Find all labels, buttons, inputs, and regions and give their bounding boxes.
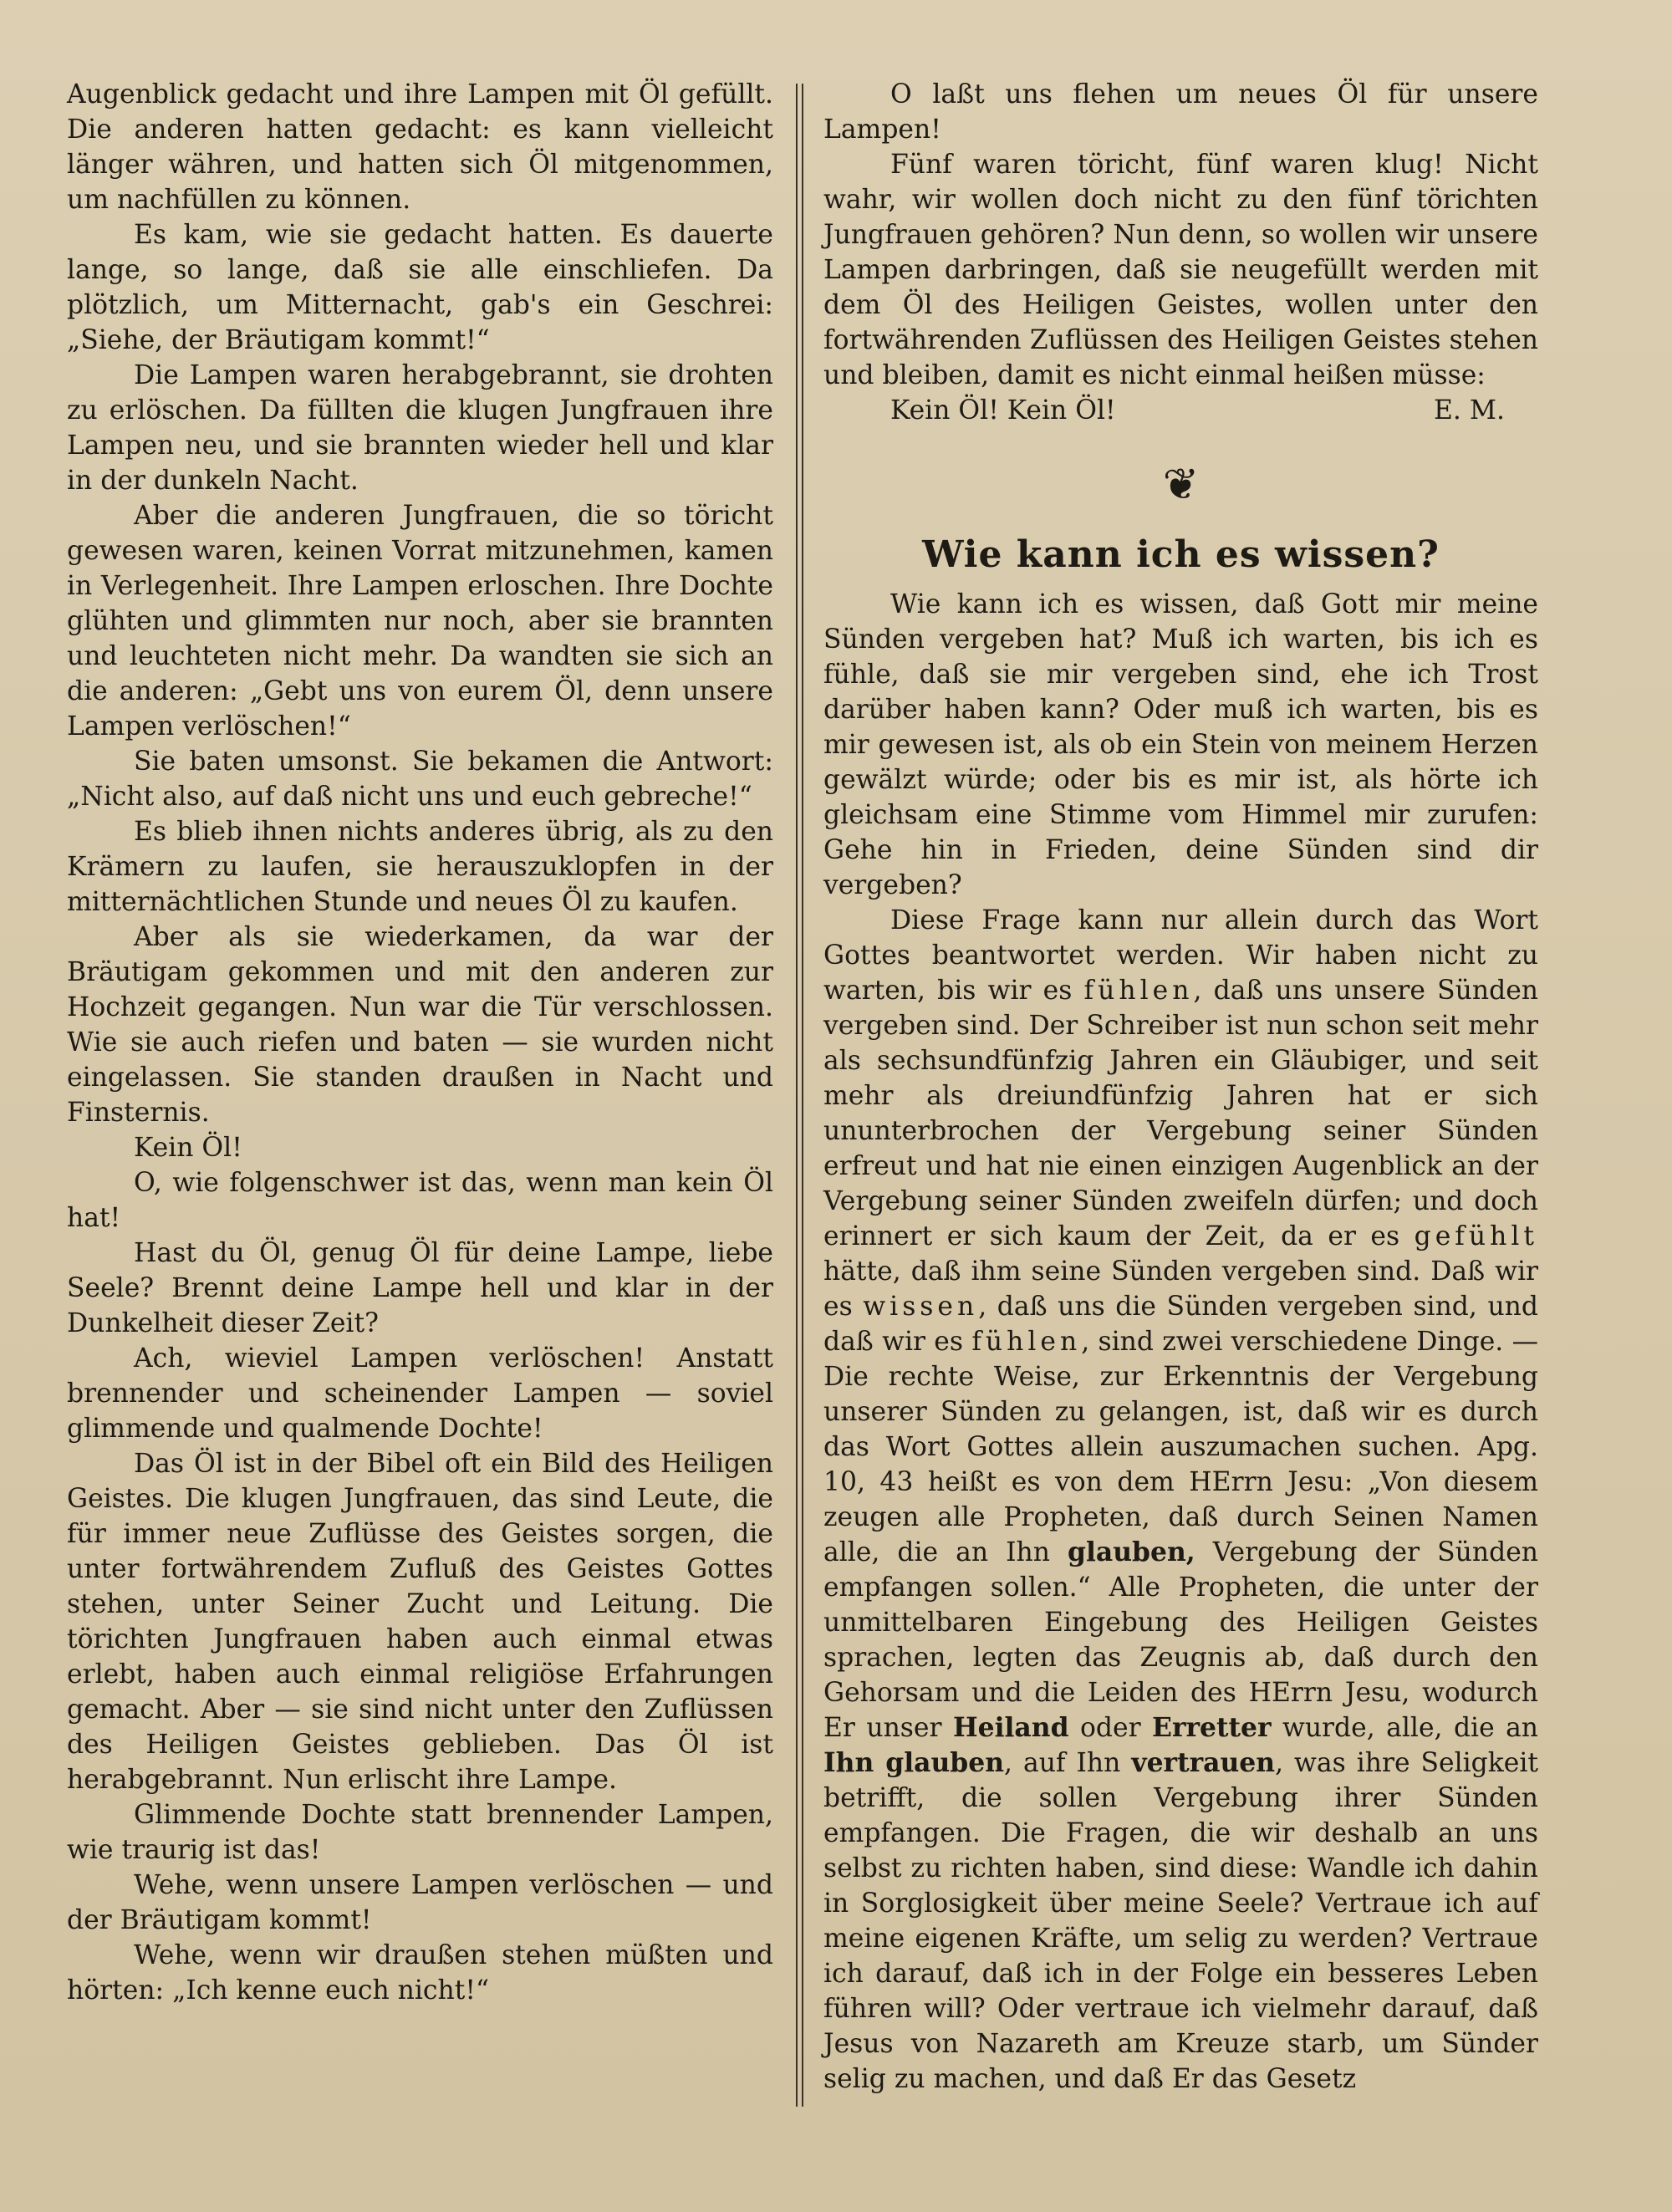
bold-word: Ihn glauben [823, 1748, 1005, 1778]
column-divider [802, 84, 803, 2107]
text-run: wurde, alle, die an [1282, 1713, 1539, 1743]
article-title: Wie kann ich es wissen? [922, 533, 1440, 576]
paragraph: Fünf waren töricht, fünf waren klug! Nicht wahr, wir wollen doch nicht zu den fünf törichten Jungfrauen gehören? Nun denn, so wollen wir unsere Lampen darbringen, daß sie neugefüllt werden mit dem Öl des Heiligen Geistes, wollen unter den fortwährenden Zuflüssen des Heiligen Geistes stehen und bleiben, damit es nicht einmal heißen müsse: [823, 150, 1538, 390]
paragraph: Wie kann ich es wissen, daß Gott mir meine Sünden vergeben hat? Muß ich warten, bis ich es fühle, daß sie mir vergeben sind, ehe ich Trost darüber haben kann? Oder muß ich warten, bis es mir gewesen ist, als ob ein Stein von meinem Herzen gewälzt würde; oder bis es mir ist, als hörte ich gleichsam eine Stimme vom Himmel mir zurufen: Gehe hin in Frieden, deine Sünden sind dir vergeben? [823, 589, 1538, 900]
text-run: , daß uns unsere Sünden vergeben sind. Der Schreiber ist nun schon seit mehr als sechsundfünfzig Jahren ein Gläubiger, und seit mehr als dreiundfünfzig Jahren hat er sich ununterbrochen der Vergebung seiner Sünden erfreut und hat nie einen einzigen Augenblick an der Vergebung seiner Sünden zweifeln dürfen; und doch erinnert er sich kaum der Zeit, da er es [823, 976, 1538, 1251]
paragraph: Wehe, wenn wir draußen stehen müßten und hörten: „Ich kenne euch nicht!“ [67, 1940, 773, 2006]
text-run: , auf Ihn [1004, 1748, 1121, 1778]
emphasis: gefühlt [1414, 1221, 1538, 1251]
emphasis: fühlen [971, 1327, 1082, 1357]
ornament-icon: ❦ [1162, 460, 1200, 510]
text-run: , was ihre Seligkeit betrifft, die sollen Vergebung ihrer Sünden empfangen. Die Fragen, die wir deshalb an uns selbst zu richten haben, sind diese: Wandle ich dahin in Sorglosigkeit über meine Seele? Vertraue ich auf meine eigenen Kräfte, um selig zu werden? Vertraue ich darauf, daß ich in der Folge ein besseres Leben führen will? Oder vertraue ich vielmehr darauf, daß Jesus von Nazareth am Kreuze starb, um Sünder selig zu machen, und daß Er das Gesetz [823, 1748, 1539, 2094]
closing-line [823, 393, 1538, 428]
emphasis: wissen [863, 1292, 979, 1322]
paragraph: Es blieb ihnen nichts anderes übrig, als zu den Krämern zu laufen, sie herauszuklopfen in der mitternächtlichen Stunde und neues Öl zu kaufen. [67, 817, 773, 917]
text-run: oder [1080, 1713, 1141, 1743]
paragraph: Aber die anderen Jungfrauen, die so töricht gewesen waren, keinen Vorrat mitzunehmen, kamen in Verlegenheit. Ihre Lampen erloschen. Ihre Dochte glühten und glimmten nur noch, aber sie brannten und leuchteten nicht mehr. Da wandten sie sich an die anderen: „Gebt uns von eurem Öl, denn unsere Lampen verlöschen!“ [67, 501, 773, 742]
paragraph: Sie baten umsonst. Sie bekamen die Antwort: „Nicht also, auf daß nicht uns und euch gebreche!“ [67, 747, 773, 812]
emphasis: fühlen [1083, 976, 1194, 1006]
paragraph [823, 903, 1538, 2097]
text-run: Vergebung der Sünden empfangen sollen.“ Alle Propheten, die unter der unmittelbaren Eingebung des Heiligen Geistes sprachen, legten das Zeugnis ab, daß durch den Gehorsam und die Leiden des HErrn Jesu, wodurch Er unser [823, 1537, 1539, 1743]
paragraph: Die Lampen waren herabgebrannt, sie drohten zu erlöschen. Da füllten die klugen Jungfrauen ihre Lampen neu, und sie brannten wieder hell und klar in der dunkeln Nacht. [67, 360, 773, 496]
paragraph: O laßt uns flehen um neues Öl für unsere Lampen! [823, 79, 1538, 145]
paragraph: Ach, wieviel Lampen verlöschen! Anstatt brennender und scheinender Lampen — soviel glimmende und qualmende Dochte! [67, 1343, 773, 1444]
paragraph: O, wie folgenschwer ist das, wenn man kein Öl hat! [67, 1168, 773, 1233]
text-run: Diese Frage kann nur allein durch das Wort Gottes beantwortet werden. Wir haben nicht zu warten, bis wir es [823, 905, 1538, 1006]
text-run: hätte, daß ihm seine Sünden vergeben sind. Daß wir es [823, 1256, 1538, 1322]
paragraph: Hast du Öl, genug Öl für deine Lampe, liebe Seele? Brennt deine Lampe hell und klar in der Dunkelheit dieser Zeit? [67, 1238, 773, 1338]
text-run: , sind zwei verschiedene Dinge. — Die rechte Weise, zur Erkenntnis der Vergebung unserer Sünden zu gelangen, ist, daß wir es durch das Wort Gottes allein auszumachen suchen. Apg. 10, 43 heißt es von dem HErrn Jesu: „Von diesem zeugen alle Propheten, daß durch Seinen Namen alle, die an Ihn [823, 1327, 1538, 1567]
paragraph: Wehe, wenn unsere Lampen verlöschen — und der Bräutigam kommt! [67, 1870, 773, 1935]
paragraph: Es kam, wie sie gedacht hatten. Es dauerte lange, so lange, daß sie alle einschliefen. Da plötzlich, um Mitternacht, gab's ein Geschrei: „Siehe, der Bräutigam kommt!“ [67, 220, 773, 355]
paragraph: Das Öl ist in der Bibel oft ein Bild des Heiligen Geistes. Die klugen Jungfrauen, das sind Leute, die für immer neue Zuflüsse des Geistes sorgen, die unter fortwährendem Zufluß des Geistes Gottes stehen, unter Seiner Zucht und Leitung. Die törichten Jungfrauen haben auch einmal etwas erlebt, haben auch einmal religiöse Erfahrungen gemacht. Aber — sie sind nicht unter den Zuflüssen des Heiligen Geistes geblieben. Das Öl ist herabgebrannt. Nun erlischt ihre Lampe. [67, 1449, 773, 1795]
paragraph: Kein Öl! [134, 1133, 242, 1163]
text-run: , daß uns die Sünden vergeben sind, und daß wir es [823, 1292, 1538, 1357]
column-divider [796, 84, 798, 2107]
paragraph: Aber als sie wiederkamen, da war der Bräutigam gekommen und mit den anderen zur Hochzeit gegangen. Nun war die Tür verschlossen. Wie sie auch riefen und baten — sie wurden nicht eingelassen. Sie standen draußen in Nacht und Finsternis. [67, 922, 773, 1128]
bold-word: glauben, [1068, 1537, 1195, 1567]
signature: E. M. [1434, 395, 1505, 426]
left-column [67, 77, 773, 2008]
paragraph: Augenblick gedacht und ihre Lampen mit Öl gefüllt. Die anderen hatten gedacht: es kann vielleicht länger währen, und hatten sich Öl mitgenommen, um nachfüllen zu können. [67, 79, 773, 215]
paragraph: Glimmende Dochte statt brennender Lampen, wie traurig ist das! [67, 1800, 773, 1865]
right-column [823, 77, 1538, 2097]
closing-text: Kein Öl! Kein Öl! [890, 395, 1116, 426]
bold-word: Erretter [1152, 1713, 1272, 1743]
bold-word: vertrauen [1131, 1748, 1276, 1778]
bold-word: Heiland [952, 1713, 1069, 1743]
